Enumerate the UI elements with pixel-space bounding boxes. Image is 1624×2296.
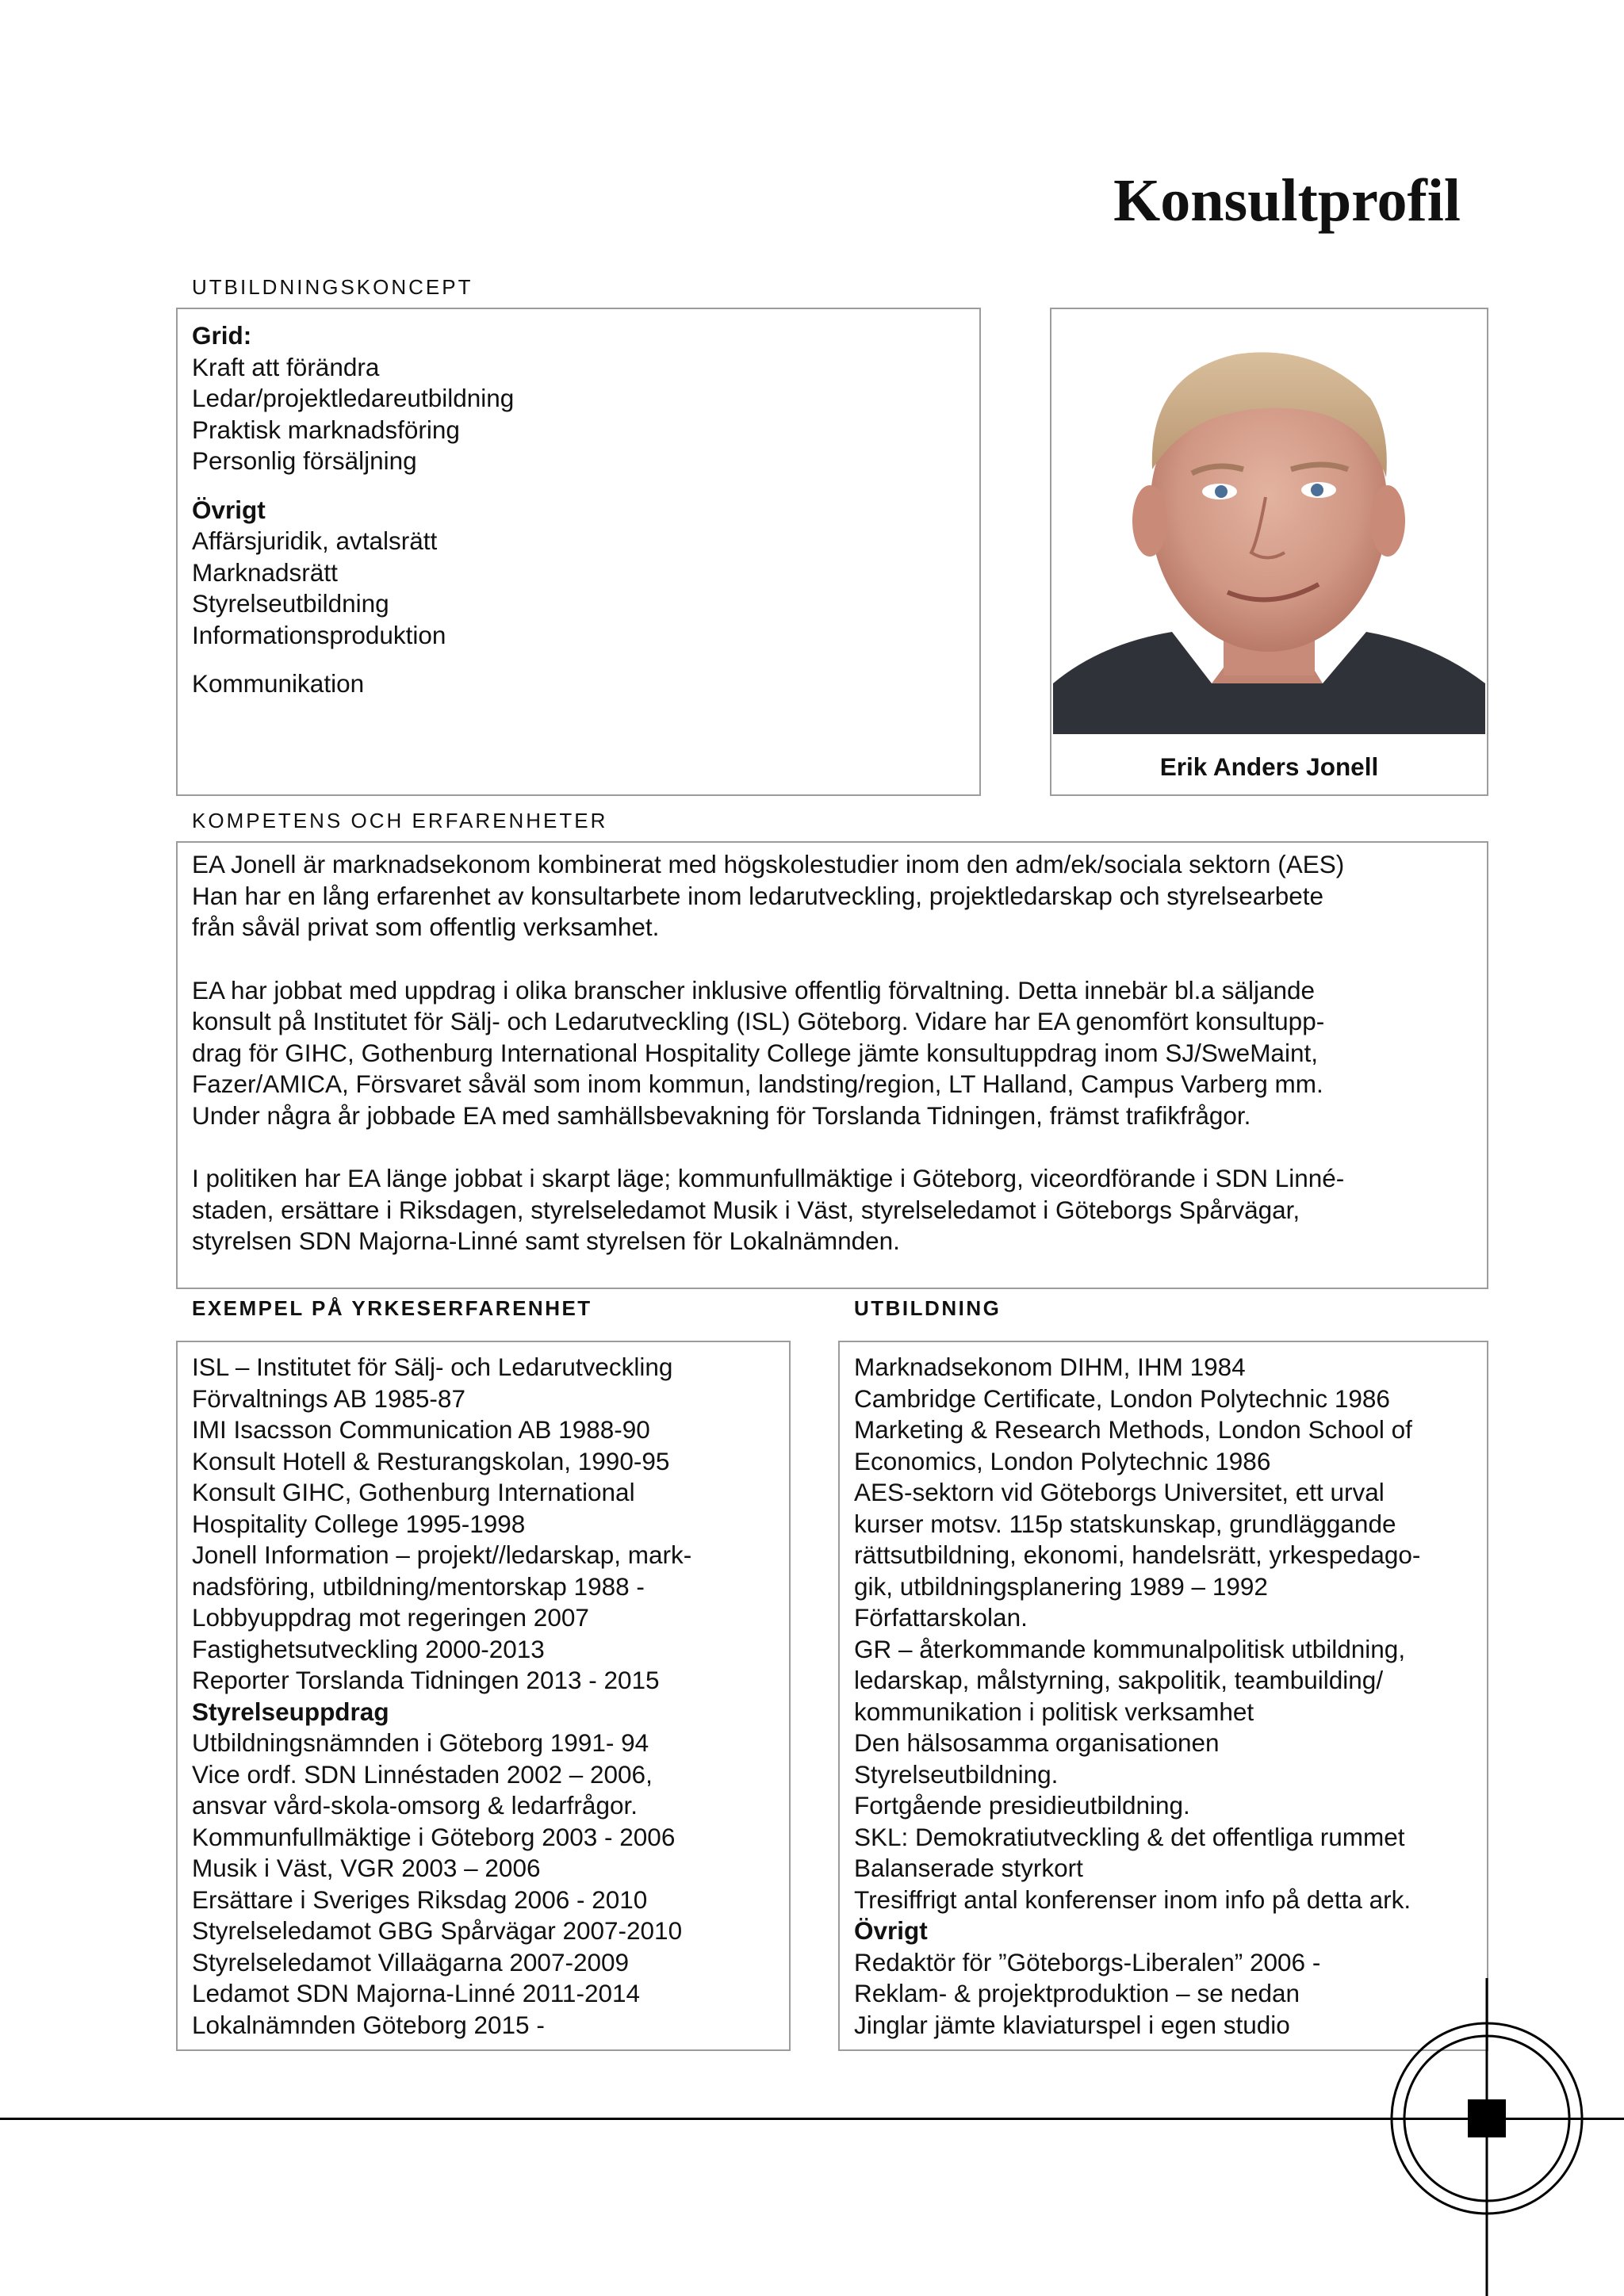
kompetens-box	[176, 841, 1488, 1289]
kompetens-line: styrelsen SDN Majorna-Linné samt styrelsen för Lokalnämnden.	[192, 1226, 900, 1255]
section-label-yrkeserfarenhet: EXEMPEL PÅ YRKESERFARENHET	[192, 1296, 592, 1320]
kompetens-line: från såväl privat som offentlig verksamhet.	[192, 913, 660, 941]
grid-heading: Grid:	[192, 321, 252, 350]
ovrigt-item: Informationsproduktion	[192, 620, 446, 649]
ovrigt-item: Marknadsrätt	[192, 557, 338, 587]
kompetens-line: EA har jobbat med uppdrag i olika branscher inklusive offentlig förvaltning. Detta innebär bl.a säljande	[192, 975, 1316, 1004]
kompetens-line: EA Jonell är marknadsekonom kombinerat med högskolestudier inom den adm/ek/sociala sektorn (AES)	[192, 850, 1345, 878]
yrkeserfarenhet-item: nadsföring, utbildning/mentorskap 1988 -	[192, 1571, 645, 1601]
yrkeserfarenhet-item: Förvaltnings AB 1985-87	[192, 1383, 465, 1413]
styrelseuppdrag-item: Lokalnämnden Göteborg 2015 -	[192, 2010, 545, 2039]
styrelseuppdrag-item: Musik i Väst, VGR 2003 – 2006	[192, 1854, 541, 1882]
styrelseuppdrag-list	[192, 1728, 775, 2041]
page-title: Konsultprofil	[1113, 167, 1461, 234]
section-label-utbildningskoncept: UTBILDNINGSKONCEPT	[192, 275, 473, 299]
styrelseuppdrag-item: ansvar vård-skola-omsorg & ledarfrågor.	[192, 1791, 638, 1820]
styrelseuppdrag-item: Utbildningsnämnden i Göteborg 1991- 94	[192, 1728, 649, 1757]
section-label-utbildning: UTBILDNING	[854, 1296, 1002, 1320]
utbildning-box	[838, 1341, 1488, 2051]
utbildningskoncept-box	[176, 308, 981, 796]
kommunikation-item: Kommunikation	[192, 669, 365, 698]
kompetens-paragraph-2	[192, 975, 1473, 1132]
kompetens-line: I politiken har EA länge jobbat i skarpt läge; kommunfullmäktige i Göteborg, viceordförande i SDN Linné-	[192, 1164, 1345, 1192]
utbildning-item: rättsutbildning, ekonomi, handelsrätt, yrkespedago-	[854, 1540, 1421, 1569]
kompetens-line: drag för GIHC, Gothenburg International Hospitality College jämte konsultuppdrag inom SJ/SweMaint,	[192, 1038, 1318, 1067]
kompetens-line: Under några år jobbade EA med samhällsbevakning för Torslanda Tidningen, främst trafikfrågor.	[192, 1100, 1251, 1130]
utbildning-list	[854, 1352, 1473, 1915]
kompetens-paragraph-1	[192, 849, 1473, 943]
yrkeserfarenhet-item: Lobbyuppdrag mot regeringen 2007	[192, 1603, 589, 1632]
styrelseuppdrag-item: Vice ordf. SDN Linnéstaden 2002 – 2006,	[192, 1759, 653, 1789]
utbildning-item: Den hälsosamma organisationen	[854, 1728, 1220, 1757]
styrelseuppdrag-heading: Styrelseuppdrag	[192, 1697, 389, 1726]
utbildning-item: SKL: Demokratiutveckling & det offentliga rummet	[854, 1822, 1405, 1851]
ovrigt-list	[192, 526, 965, 651]
grid-item: Kraft att förändra	[192, 352, 380, 381]
yrkeserfarenhet-item: Konsult Hotell & Resturangskolan, 1990-95	[192, 1446, 670, 1475]
styrelseuppdrag-item: Styrelseledamot Villaägarna 2007-2009	[192, 1947, 630, 1976]
utbildning-item: Fortgående presidieutbildning.	[854, 1791, 1190, 1820]
kompetens-line: staden, ersättare i Riksdagen, styrelseledamot Musik i Väst, styrelseledamot i Göteborgs Spårvägar,	[192, 1195, 1300, 1224]
utbildning-ovrigt-heading: Övrigt	[854, 1916, 928, 1945]
utbildning-item: Styrelseutbildning.	[854, 1759, 1059, 1789]
styrelseuppdrag-item: Ledamot SDN Majorna-Linné 2011-2014	[192, 1979, 641, 2007]
utbildning-item: Marketing & Research Methods, London School of	[854, 1415, 1412, 1444]
grid-item: Ledar/projektledareutbildning	[192, 384, 515, 412]
grid-list	[192, 352, 965, 477]
utbildning-item: Economics, London Polytechnic 1986	[854, 1446, 1271, 1475]
utbildning-item: Cambridge Certificate, London Polytechnic 1986	[854, 1383, 1390, 1413]
target-mark-icon	[1380, 1974, 1624, 2296]
yrkeserfarenhet-item: Jonell Information – projekt//ledarskap, mark-	[192, 1540, 692, 1569]
utbildning-item: Balanserade styrkort	[854, 1854, 1083, 1882]
yrkeserfarenhet-item: IMI Isacsson Communication AB 1988-90	[192, 1415, 650, 1444]
utbildning-ovrigt-item: Redaktör för ”Göteborgs-Liberalen” 2006 -	[854, 1947, 1321, 1976]
styrelseuppdrag-item: Kommunfullmäktige i Göteborg 2003 - 2006	[192, 1822, 676, 1851]
utbildning-item: gik, utbildningsplanering 1989 – 1992	[854, 1571, 1268, 1601]
grid-item: Praktisk marknadsföring	[192, 415, 460, 444]
utbildning-item: kommunikation i politisk verksamhet	[854, 1697, 1254, 1726]
utbildning-item: ledarskap, målstyrning, sakpolitik, teambuilding/	[854, 1666, 1384, 1694]
utbildning-ovrigt-item: Reklam- & projektproduktion – se nedan	[854, 1979, 1300, 2007]
yrkeserfarenhet-item: ISL – Institutet för Sälj- och Ledarutveckling	[192, 1353, 673, 1381]
yrkeserfarenhet-box	[176, 1341, 791, 2051]
styrelseuppdrag-item: Styrelseledamot GBG Spårvägar 2007-2010	[192, 1916, 683, 1945]
yrkeserfarenhet-list	[192, 1352, 775, 1697]
styrelseuppdrag-item: Ersättare i Sveriges Riksdag 2006 - 2010	[192, 1885, 648, 1914]
ovrigt-item: Styrelseutbildning	[192, 589, 389, 618]
kompetens-line: Fazer/AMICA, Försvaret såväl som inom kommun, landsting/region, LT Halland, Campus Varberg mm.	[192, 1070, 1323, 1098]
utbildning-item: Författarskolan.	[854, 1603, 1028, 1632]
ovrigt-heading: Övrigt	[192, 495, 266, 524]
kompetens-line: Han har en lång erfarenhet av konsultarbete inom ledarutveckling, projektledarskap och styrelsearbete	[192, 881, 1324, 910]
person-name: Erik Anders Jonell	[1159, 752, 1379, 781]
utbildning-item: Marknadsekonom DIHM, IHM 1984	[854, 1353, 1246, 1381]
utbildning-ovrigt-item: Jinglar jämte klaviaturspel i egen studio	[854, 2010, 1290, 2039]
utbildning-item: GR – återkommande kommunalpolitisk utbildning,	[854, 1634, 1406, 1663]
portrait-card	[1050, 308, 1488, 796]
utbildning-item: kurser motsv. 115p statskunskap, grundläggande	[854, 1509, 1396, 1538]
yrkeserfarenhet-item: Hospitality College 1995-1998	[192, 1509, 526, 1538]
kompetens-line: konsult på Institutet för Sälj- och Ledarutveckling (ISL) Göteborg. Vidare har EA genomfört konsultupp-	[192, 1007, 1325, 1035]
utbildning-item: Tresiffrigt antal konferenser inom info på detta ark.	[854, 1885, 1411, 1914]
yrkeserfarenhet-item: Konsult GIHC, Gothenburg International	[192, 1478, 635, 1506]
yrkeserfarenhet-item: Fastighetsutveckling 2000-2013	[192, 1634, 545, 1663]
grid-item: Personlig försäljning	[192, 446, 417, 475]
kompetens-paragraph-3	[192, 1163, 1473, 1257]
utbildning-item: AES-sektorn vid Göteborgs Universitet, ett urval	[854, 1478, 1385, 1506]
section-label-kompetens: KOMPETENS OCH ERFARENHETER	[192, 809, 608, 832]
ovrigt-item: Affärsjuridik, avtalsrätt	[192, 526, 438, 555]
yrkeserfarenhet-item: Reporter Torslanda Tidningen 2013 - 2015	[192, 1666, 660, 1694]
portrait-photo	[1053, 311, 1485, 734]
